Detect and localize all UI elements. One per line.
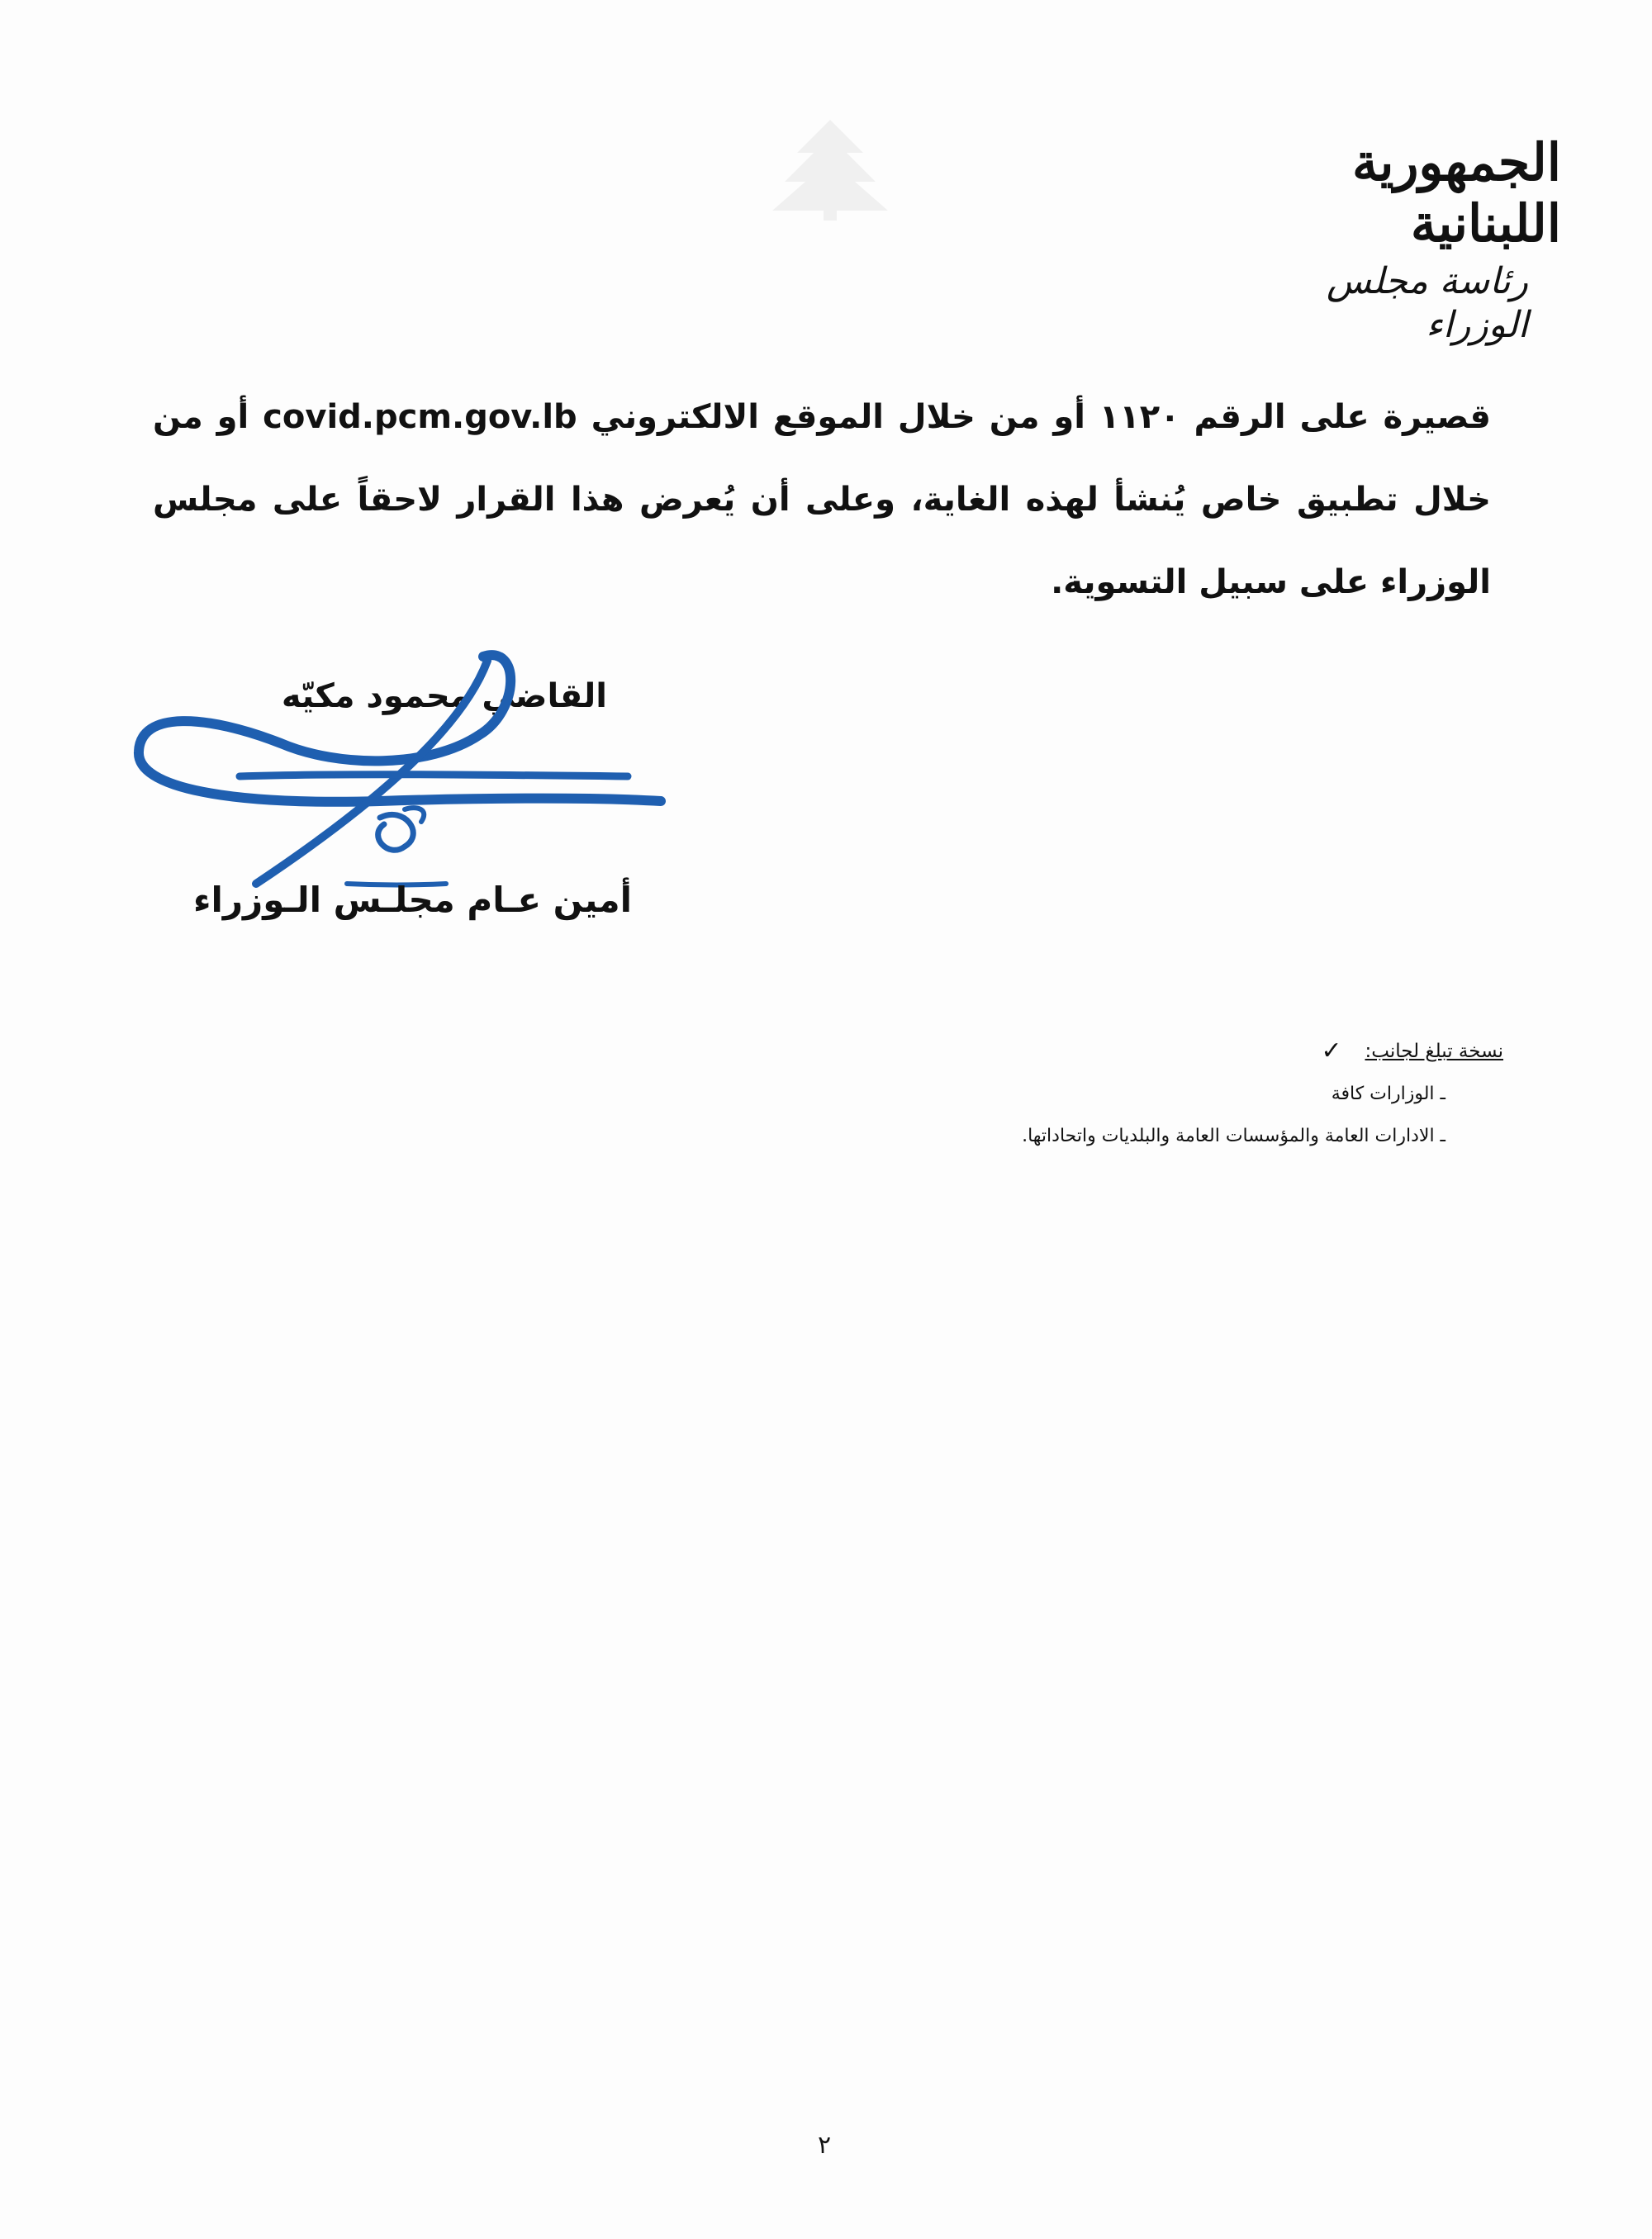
cedar-emblem-icon	[748, 116, 913, 223]
body-line1-part2: أو من خلال تطبيق	[153, 398, 1491, 519]
signer-title: أمين عـام مجلـس الـوزراء	[192, 880, 632, 920]
copy-distribution-list	[925, 1036, 1503, 1168]
handwritten-signature	[132, 611, 694, 925]
signer-name: القاضي محمود مكيّه	[281, 677, 607, 715]
body-paragraph	[153, 376, 1491, 624]
letterhead-presidency: رئاسة مجلس الوزراء	[1327, 259, 1528, 346]
checkmark-icon: ✓	[1321, 1036, 1342, 1065]
copy-list-header-label: نسخة تبلغ لجانب:	[1365, 1040, 1503, 1062]
letterhead-republic: الجمهورية اللبنانية	[1351, 132, 1561, 254]
body-line1-part1: قصيرة على الرقم ١١٢٠ أو من خلال الموقع الالكتروني	[591, 398, 1491, 436]
page-number: ٢	[818, 2131, 832, 2160]
copy-list-item: ـ الوزارات كافة	[1331, 1084, 1446, 1104]
letterhead	[1214, 132, 1561, 347]
website-text: covid.pcm.gov.lb	[263, 398, 577, 436]
copy-list-header	[925, 1036, 1503, 1065]
body-line2: خاص يُنشأ لهذه الغاية، وعلى أن يُعرض هذا القرار لاحقاً على مجلس الوزراء على سبيل التسوية.	[153, 481, 1491, 601]
copy-list-item: ـ الادارات العامة والمؤسسات العامة والبلديات واتحاداتها.	[1022, 1126, 1446, 1146]
